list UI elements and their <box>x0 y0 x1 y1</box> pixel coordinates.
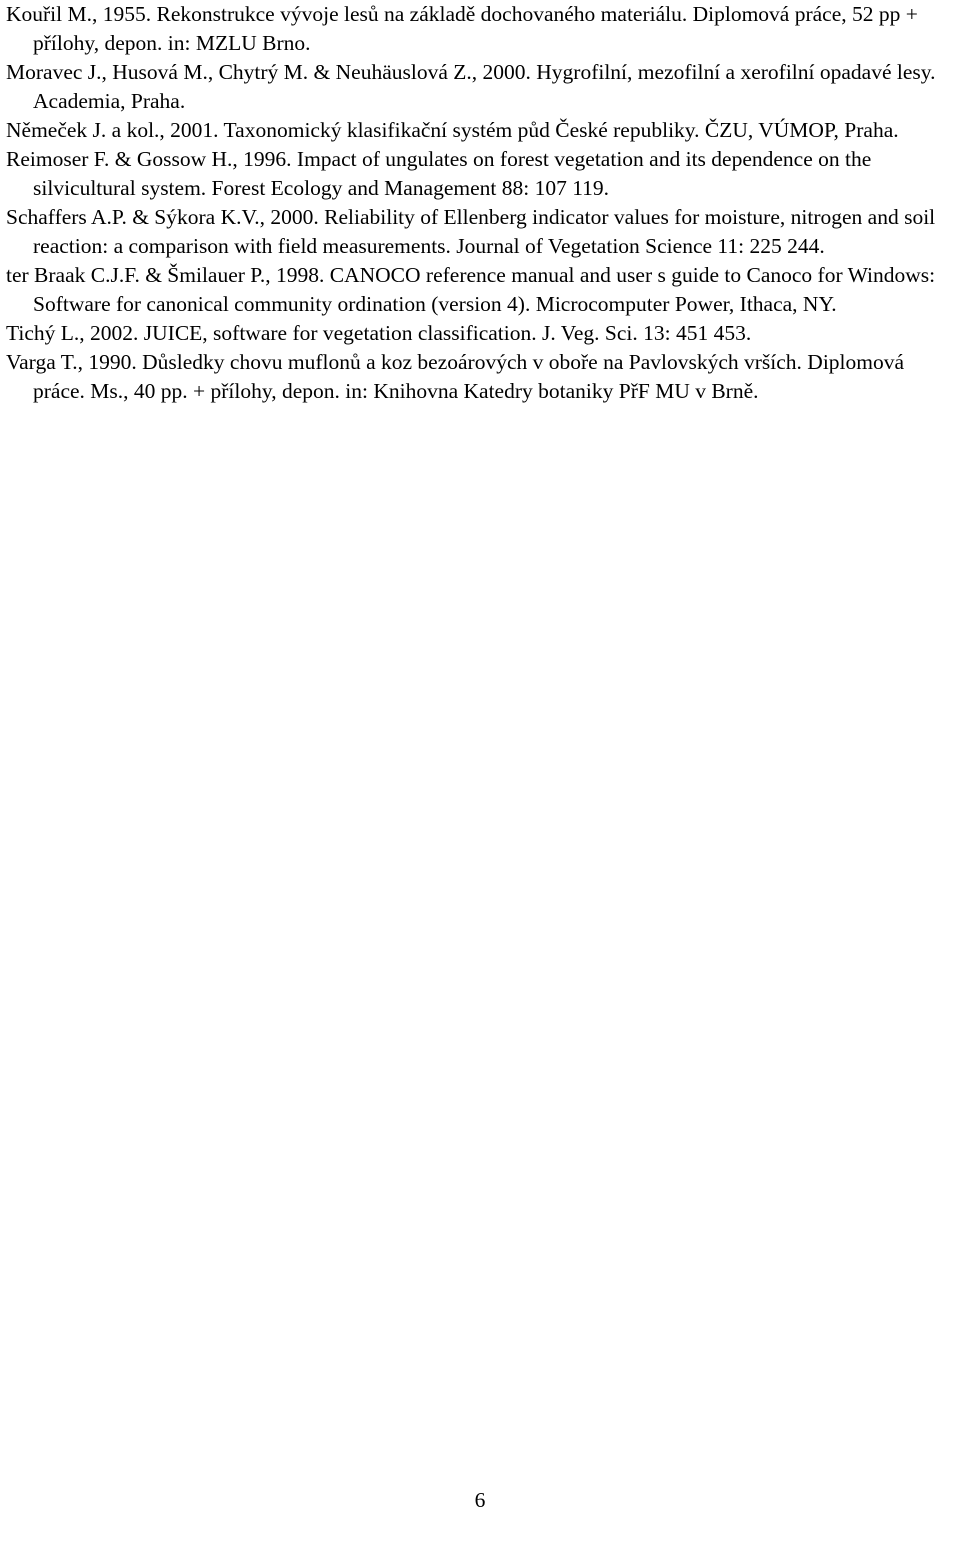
reference-item: Němeček J. a kol., 2001. Taxonomický klasifikační systém půd České republiky. ČZU, VÚMOP, Praha. <box>6 118 899 142</box>
reference-item: Reimoser F. & Gossow H., 1996. Impact of ungulates on forest vegetation and its dependence on the silvicultural system. Forest Ecology and Management 88: 107 119. <box>6 147 872 200</box>
reference-item: Varga T., 1990. Důsledky chovu muflonů a koz bezoárových v oboře na Pavlovských vrších. Diplomová práce. Ms., 40 pp. + přílohy, depon. in: Knihovna Katedry botaniky PřF MU v Brně. <box>6 350 905 403</box>
reference-item: Moravec J., Husová M., Chytrý M. & Neuhäuslová Z., 2000. Hygrofilní, mezofilní a xerofilní opadavé lesy. Academia, Praha. <box>6 60 936 113</box>
reference-item: Tichý L., 2002. JUICE, software for vegetation classification. J. Veg. Sci. 13: 451 453. <box>6 321 752 345</box>
reference-list <box>6 0 956 406</box>
page-number: 6 <box>474 1488 486 1512</box>
reference-item: ter Braak C.J.F. & Šmilauer P., 1998. CANOCO reference manual and user s guide to Canoco for Windows: Software for canonical community ordination (version 4). Microcomputer Power, Ithaca, NY. <box>6 263 936 316</box>
reference-item: Schaffers A.P. & Sýkora K.V., 2000. Reliability of Ellenberg indicator values for moisture, nitrogen and soil reaction: a comparison with field measurements. Journal of Vegetation Science 11: 225 244. <box>6 205 936 258</box>
reference-item: Kouřil M., 1955. Rekonstrukce vývoje lesů na základě dochovaného materiálu. Diplomová práce, 52 pp + přílohy, depon. in: MZLU Brno. <box>6 2 918 55</box>
